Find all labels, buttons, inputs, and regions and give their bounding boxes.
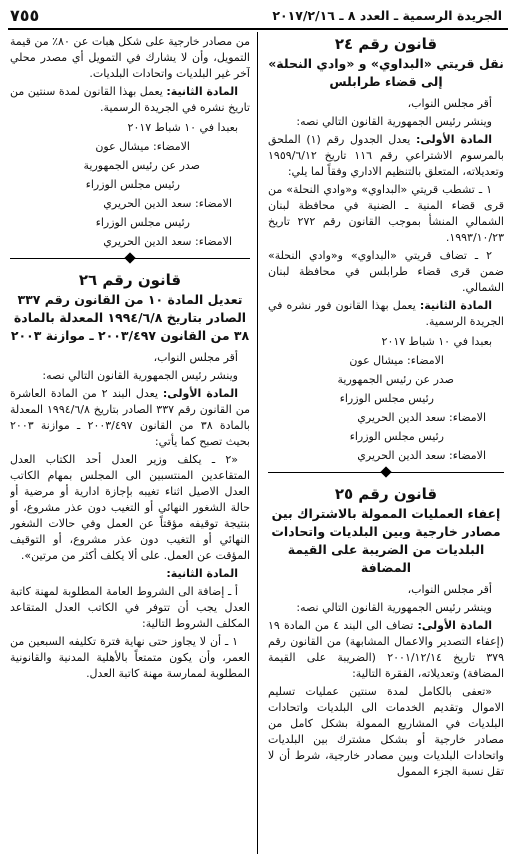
law-25-pm-title-2: رئيس مجلس الوزراء	[95, 216, 190, 229]
law-26-article-2-label: المادة الثانية:	[166, 567, 238, 580]
law-25-signature-pm-2: الامضاء: سعد الدين الحريري	[103, 235, 232, 248]
page-number: ٧٥٥	[10, 5, 40, 25]
article-text: تضاف الى البند ٤ من المادة ١٩ (إعفاء التصدير والاعمال المشابهة) من القانون رقم ٣٧٩ تاريخ ٢٠٠١/١٢/١٤ (الضريبة على القيمة المضافة) وتعديلاته، الفقرة التالية:	[268, 619, 504, 680]
running-title: الجريدة الرسمية ـ العدد ٨ ـ ٢٠١٧/٢/١٦	[272, 7, 502, 23]
law-26-title: تعديل المادة ١٠ من القانون رقم ٣٣٧ الصادر بتاريخ ١٩٩٤/٦/٨ المعدلة بالمادة ٣٨ من القانون ٢٠٠٣/٤٩٧ ـ موازنة ٢٠٠٣	[10, 292, 250, 343]
law-25-number: قانون رقم ٢٥	[334, 485, 438, 503]
header-rule	[8, 28, 508, 30]
page-header	[10, 4, 502, 26]
law-24-date: بعبدا في ١٠ شباط ٢٠١٧	[381, 335, 492, 348]
law-26-article-1	[10, 386, 250, 450]
law-25-quoted-paragraph: «تعفى بالكامل لمدة سنتين عمليات تسليم الاموال وتقديم الخدمات الى البلديات واتحادات البلديات في المشاريع الممولة بشكل كامل من مصادر خارجية أو بشكل مشترك بين البلديات واتحادات البلديات وبين مصادر خارجية، شرط أن لا تقل نسبة الجزء الممول	[268, 685, 504, 778]
article-label: المادة الأولى:	[416, 133, 492, 146]
law-26-promulgation: وينشر رئيس الجمهورية القانون التالي نصه:	[42, 369, 238, 382]
article-text: يعدل البند ٢ من المادة العاشرة من القانون رقم ٣٣٧ الصادر بتاريخ ١٩٩٤/٦/٨ المعدلة بالمادة ٣٨ من القانون ٢٠٠٣/٤٩٧ ـ موازنة ٢٠٠٣ بحيث تصبح كما يأتي:	[10, 387, 250, 448]
law-25-title: إعفاء العمليات الممولة بالاشتراك بين مصادر خارجية وبين البلديات واتحادات البلديات من الضريبة على القيمة المضافة	[271, 506, 501, 575]
article-text: يعدل الجدول رقم (١) الملحق بالمرسوم الاشتراعي رقم ١١٦ تاريخ ١٩٥٩/٦/١٢ وتعديلاته، المتعلق بالتنظيم الاداري وفقاً لما يلي:	[268, 133, 504, 178]
law-25-pm-title: رئيس مجلس الوزراء	[85, 178, 180, 191]
law-24-pm-title-2: رئيس مجلس الوزراء	[349, 430, 444, 443]
law-24-parliament: أقر مجلس النواب،	[407, 97, 492, 110]
law-24-article-1	[268, 132, 504, 180]
law-25-date: بعبدا في ١٠ شباط ٢٠١٧	[127, 121, 238, 134]
law-24-pm-title: رئيس مجلس الوزراء	[339, 392, 434, 405]
law-24-item-2: ٢ ـ تضاف قريتي «البداوي» و«وادي النحلة» ضمن قرى قضاء طرابلس في محافظة لبنان الشمالي.	[268, 249, 504, 294]
article-label: المادة الأولى:	[162, 387, 238, 400]
article-text: يعمل بهذا القانون لمدة سنتين من تاريخ نشره في الجريدة الرسمية.	[10, 85, 250, 114]
law-24-signature-president: الامضاء: ميشال عون	[349, 354, 444, 367]
law-24-issued-by: صدر عن رئيس الجمهورية	[337, 373, 454, 386]
law-26-quoted-paragraph: «٢ ـ يكلف وزير العدل أحد الكتاب العدل المتقاعدين المنتسبين الى المجلس بمهام الكاتب العدل الاصيل اثناء تغيبه بإجازة ادارية أو مرضية أو حالة الشغور النهائي أو التغيب دون عذر مشروع، أو بنتيجة توقيفه مؤقتاً عن العمل وفي حالات الشغور النهائي أو التغيب دون عذر مشروع، أو التوقيف المؤقت عن العمل. على ألا يكلف أكثر من مرتين».	[10, 453, 250, 562]
right-column	[268, 34, 504, 856]
law-25-signature-president: الامضاء: ميشال عون	[95, 140, 190, 153]
law-25-article-2	[10, 84, 250, 116]
law-24-title: نقل قريتي «البداوي» و «وادي النحلة» إلى قضاء طرابلس	[268, 56, 504, 89]
law-24-promulgation: وينشر رئيس الجمهورية القانون التالي نصه:	[296, 115, 492, 128]
law-25-promulgation: وينشر رئيس الجمهورية القانون التالي نصه:	[296, 601, 492, 614]
column-divider	[257, 32, 258, 854]
article-text: يعمل بهذا القانون فور نشره في الجريدة الرسمية.	[268, 299, 504, 328]
law-25-parliament: أقر مجلس النواب،	[407, 583, 492, 596]
section-ornament	[10, 254, 250, 264]
law-24-signature-pm: الامضاء: سعد الدين الحريري	[357, 411, 486, 424]
article-label: المادة الثانية:	[419, 299, 492, 312]
law-24-number: قانون رقم ٢٤	[334, 35, 438, 53]
law-26-number: قانون رقم ٢٦	[78, 271, 182, 289]
law-24-article-2	[268, 298, 504, 330]
law-25-issued-by: صدر عن رئيس الجمهورية	[83, 159, 200, 172]
law-26-parliament: أقر مجلس النواب،	[153, 351, 238, 364]
law-26-article-2-item-1: ١ ـ أن لا يجاوز حتى نهاية فترة تكليفه السبعين من العمر، وأن يكون متمتعاً بالأهلية المدنية والقانونية المطلوبة لممارسة مهنة كاتبة العدل.	[10, 635, 250, 680]
law-25-continued-text: من مصادر خارجية على شكل هبات عن ٨٠٪ من قيمة التمويل، وأن لا يشارك في التمويل أي مصدر محلي آخر غير البلديات واتحادات البلديات.	[10, 35, 250, 80]
law-25-article-1	[268, 618, 504, 682]
law-24-signature-pm-2: الامضاء: سعد الدين الحريري	[357, 449, 486, 462]
article-label: المادة الثانية:	[166, 85, 238, 98]
law-24-item-1: ١ ـ تشطب قريتي «البداوي» و«وادي النحلة» من قرى قضاء المنية ـ الضنية في محافظة لبنان الشمالي المنشأ بموجب القانون رقم ٢٧٢ تاريخ ١٩٩٣/١٠/٢٣.	[268, 183, 504, 244]
law-25-signature-pm: الامضاء: سعد الدين الحريري	[103, 197, 232, 210]
law-26-article-2-intro: أ ـ إضافة الى الشروط العامة المطلوبة لمهنة كاتبة العدل يجب أن تتوفر في الكاتب العدل المتقاعد المكلف الشروط التالية:	[10, 585, 250, 630]
left-column	[10, 34, 250, 856]
section-ornament	[268, 468, 504, 478]
article-label: المادة الأولى:	[417, 619, 492, 632]
